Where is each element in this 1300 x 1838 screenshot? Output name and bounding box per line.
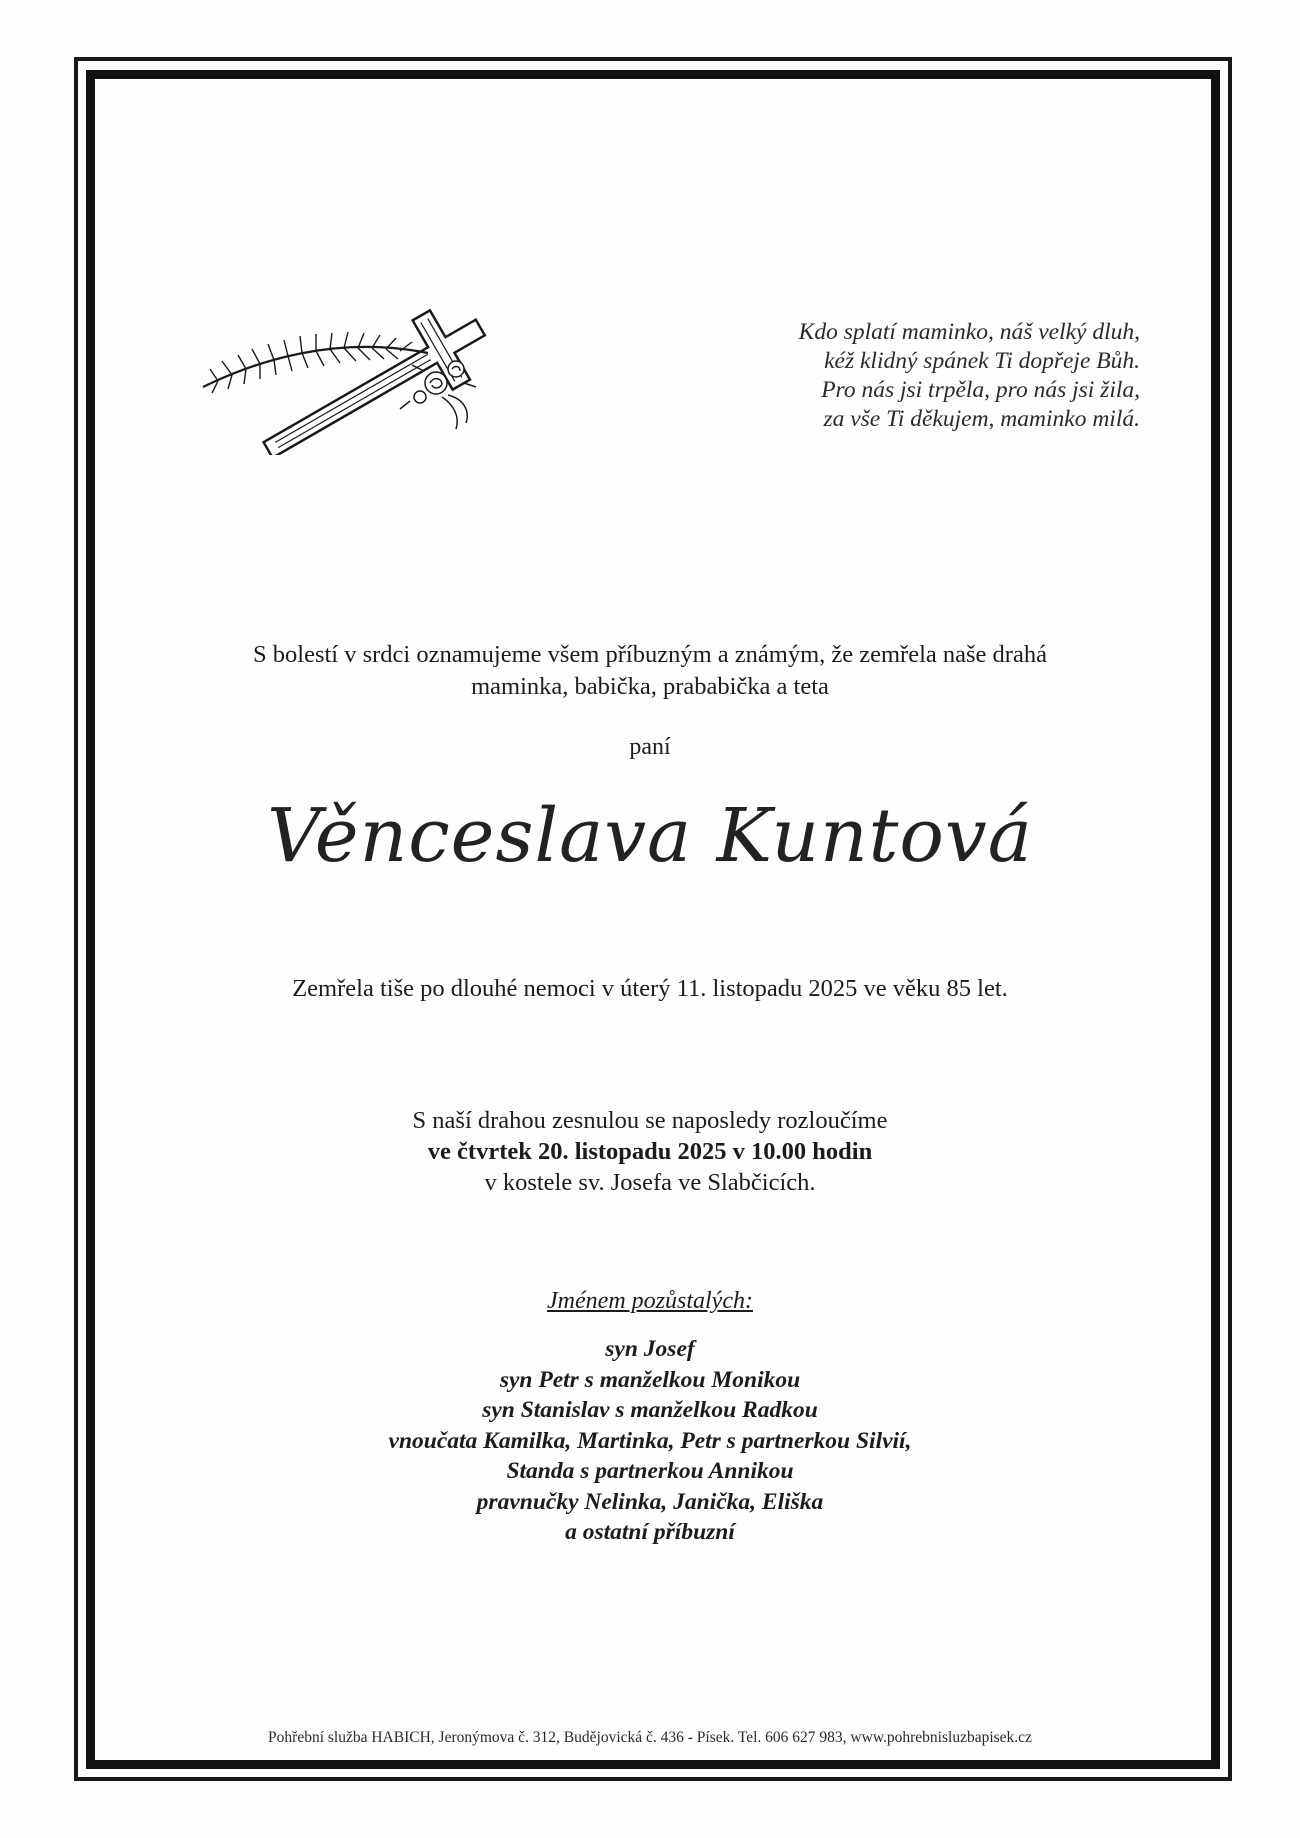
mourners-heading: Jménem pozůstalých:	[547, 1288, 753, 1314]
mourner-entry: pravnučky Nelinka, Janička, Eliška	[476, 1488, 824, 1515]
poem-line: za vše Ti děkujem, maminko milá.	[823, 406, 1140, 432]
funeral-location: v kostele sv. Josefa ve Slabčicích.	[484, 1169, 816, 1196]
mourners-list	[100, 1334, 1200, 1548]
honorific: paní	[629, 734, 671, 760]
mourner-entry: a ostatní příbuzní	[565, 1519, 735, 1545]
mourner-entry: syn Stanislav s manželkou Radkou	[482, 1397, 818, 1423]
announcement-line: S bolestí v srdci oznamujeme všem příbuzným a známým, že zemřela naše drahá	[253, 641, 1047, 668]
memorial-poem	[700, 318, 1140, 434]
cross-with-palm-frond-icon	[198, 305, 548, 455]
announcement-text	[100, 639, 1200, 703]
funeral-service-footer: Pohřební služba HABICH, Jeronýmova č. 312, Budějovická č. 436 - Písek. Tel. 606 627 983, www.pohrebnisluzbapisek.cz	[268, 1729, 1032, 1746]
mourner-entry: vnoučata Kamilka, Martinka, Petr s partnerkou Silvií,	[388, 1427, 912, 1454]
funeral-date-time: ve čtvrtek 20. listopadu 2025 v 10.00 hodin	[427, 1138, 873, 1165]
announcement-line: maminka, babička, prababička a teta	[471, 673, 829, 700]
death-notice: Zemřela tiše po dlouhé nemoci v úterý 11. listopadu 2025 ve věku 85 let.	[292, 975, 1008, 1002]
poem-line: Pro nás jsi trpěla, pro nás jsi žila,	[821, 377, 1140, 403]
poem-line: Kdo splatí maminko, náš velký dluh,	[798, 319, 1140, 345]
poem-line: kéž klidný spánek Ti dopřeje Bůh.	[824, 348, 1140, 374]
mourner-entry: syn Petr s manželkou Monikou	[499, 1366, 801, 1393]
funeral-intro: S naší drahou zesnulou se naposledy rozloučíme	[412, 1107, 888, 1134]
mourner-entry: syn Josef	[605, 1336, 695, 1362]
mourner-entry: Standa s partnerkou Annikou	[506, 1458, 794, 1484]
funeral-details	[100, 1105, 1200, 1198]
deceased-name: Věnceslava Kuntová	[267, 793, 1033, 879]
